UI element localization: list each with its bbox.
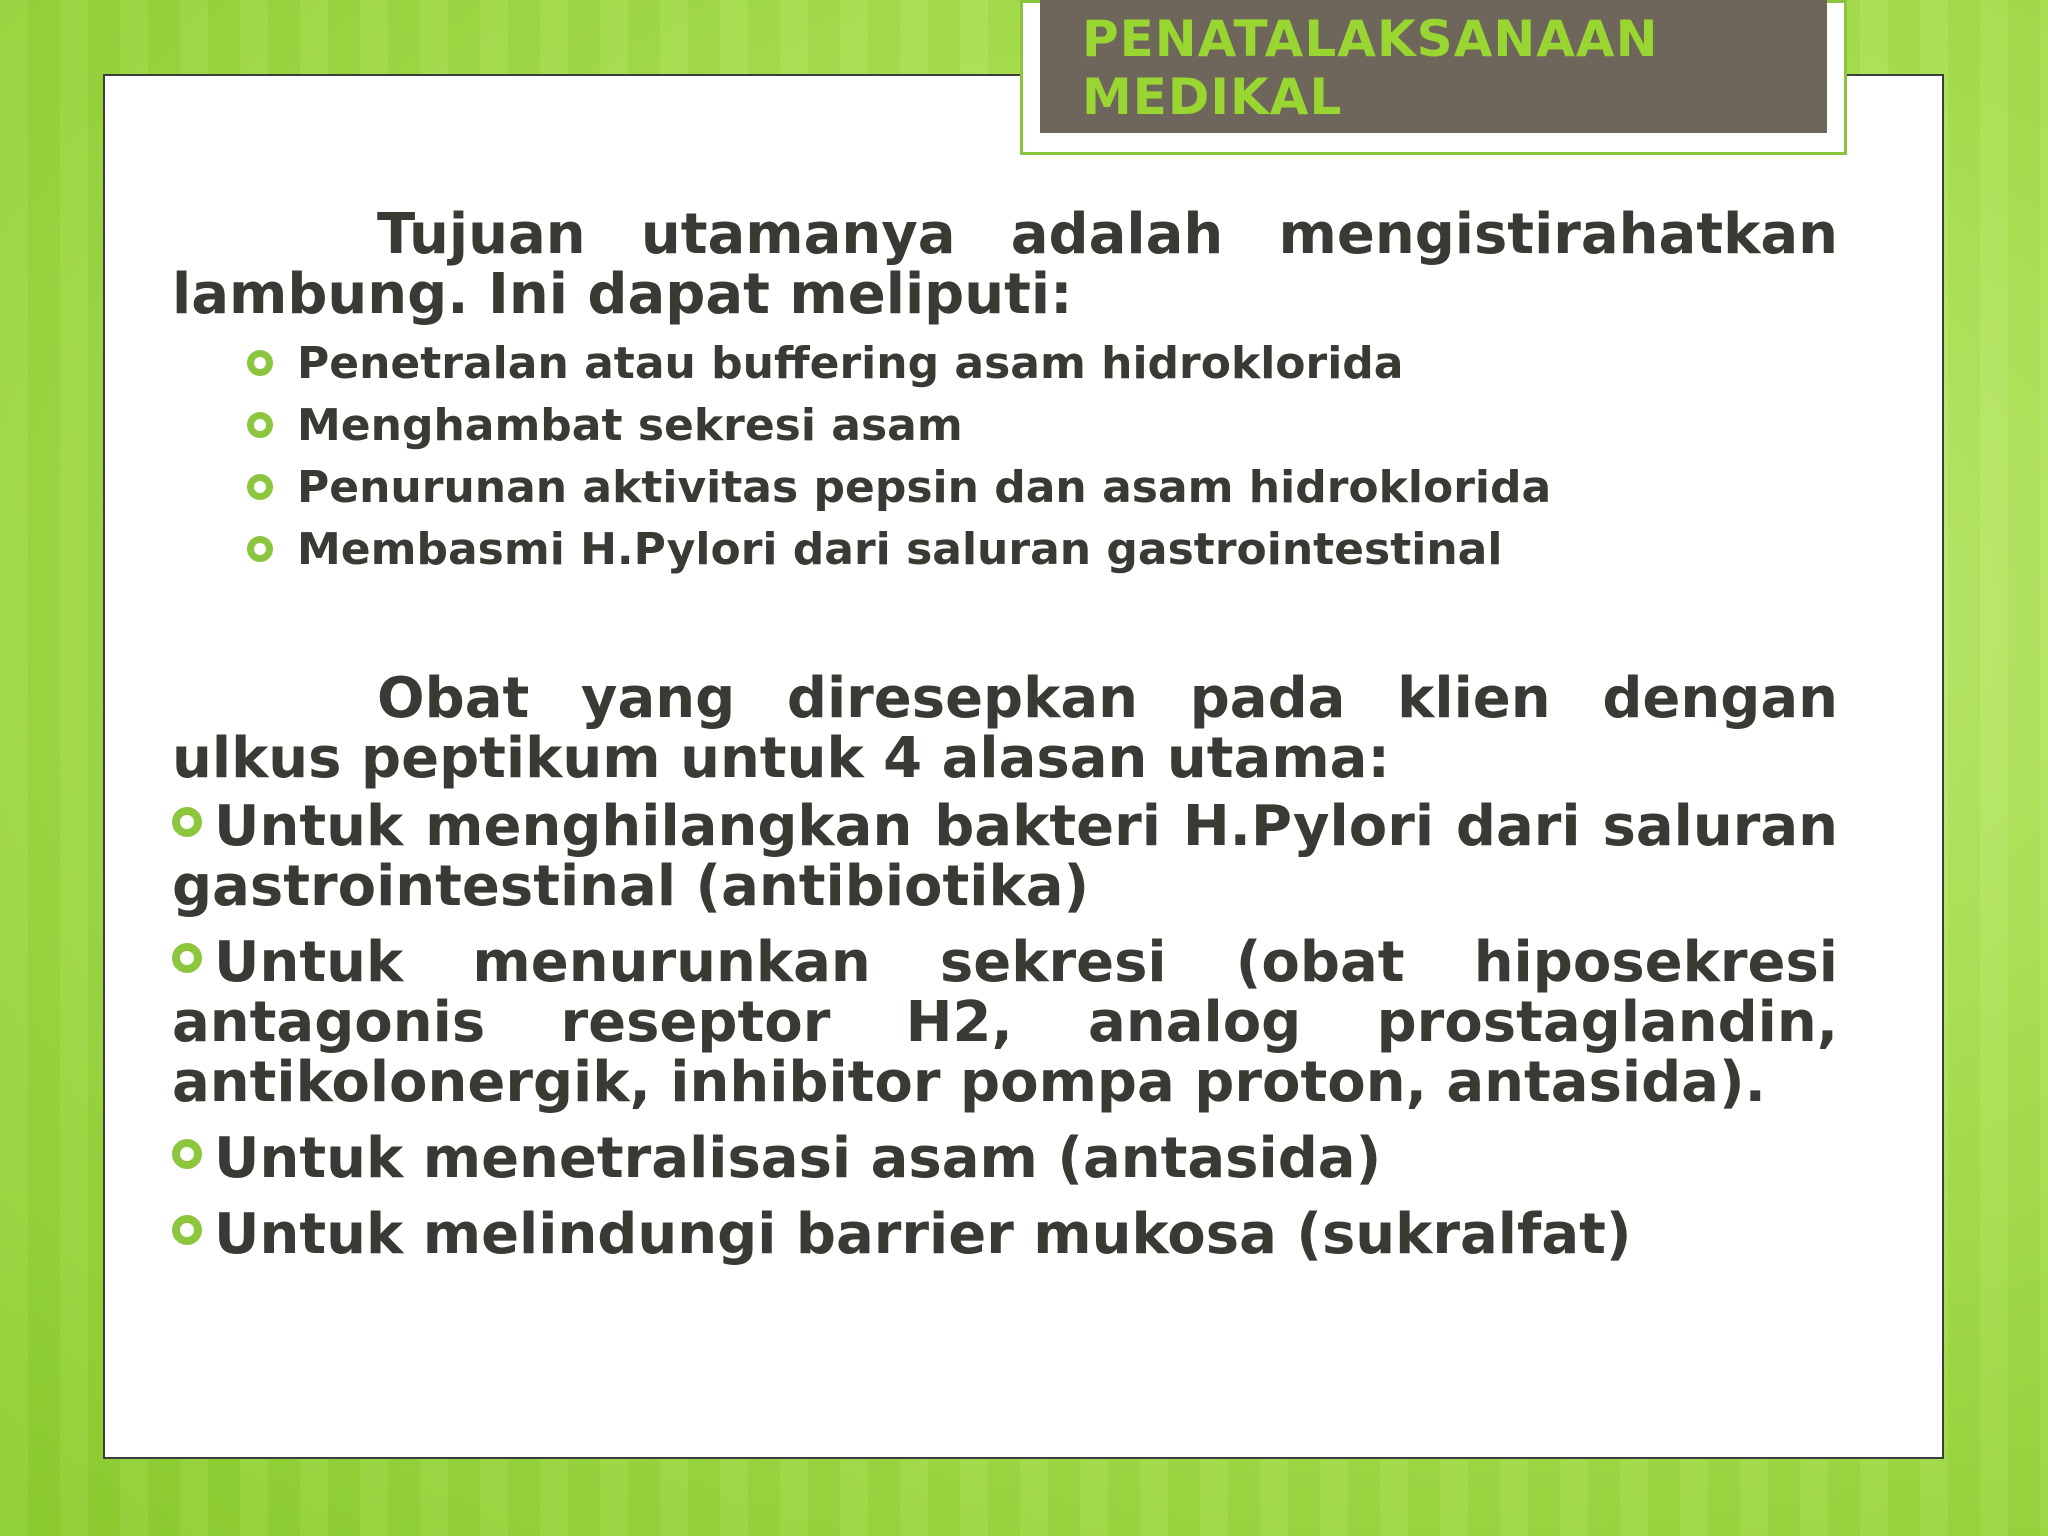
goals-list — [172, 333, 1838, 581]
reason-item — [172, 1126, 1838, 1191]
reason-item — [172, 930, 1838, 1115]
ring-bullet-icon — [247, 350, 273, 376]
ring-bullet-icon — [172, 1215, 202, 1245]
goal-item — [247, 457, 1838, 519]
reason-item — [172, 1202, 1838, 1267]
reason-item-text: Untuk menurunkan sekresi (obat hiposekresi antagonis reseptor H2, analog prostaglandin, antikolonergik, inhibitor pompa proton, antasida). — [172, 930, 1838, 1115]
goal-item — [247, 519, 1838, 581]
goal-item-text: Penetralan atau buffering asam hidroklorida — [297, 338, 1404, 389]
ring-bullet-icon — [172, 807, 202, 837]
reasons-list — [172, 794, 1838, 1267]
reason-item — [172, 794, 1838, 919]
slide-title-line-1: PENATALAKSANAAN — [1082, 10, 1659, 68]
reason-item-text: Untuk menetralisasi asam (antasida) — [214, 1126, 1382, 1191]
goal-item-text: Penurunan aktivitas pepsin dan asam hidroklorida — [297, 462, 1552, 513]
slide-title-line-2: MEDIKAL — [1082, 68, 1343, 126]
ring-bullet-icon — [247, 474, 273, 500]
ring-bullet-icon — [247, 536, 273, 562]
slide-title — [1082, 10, 1802, 126]
title-box — [1040, 0, 1827, 133]
goal-item-text: Menghambat sekresi asam — [297, 400, 963, 451]
reason-item-text: Untuk menghilangkan bakteri H.Pylori dari saluran gastrointestinal (antibiotika) — [172, 794, 1838, 919]
ring-bullet-icon — [172, 943, 202, 973]
intro-paragraph: Tujuan utamanya adalah mengistirahatkan lambung. Ini dapat meliputi: — [172, 202, 1838, 327]
goal-item — [247, 395, 1838, 457]
slide-body — [172, 202, 1838, 1281]
reason-item-text: Untuk melindungi barrier mukosa (sukralfat) — [214, 1202, 1632, 1267]
goal-item-text: Membasmi H.Pylori dari saluran gastrointestinal — [297, 524, 1503, 575]
drugs-intro-paragraph: Obat yang diresepkan pada klien dengan ulkus peptikum untuk 4 alasan utama: — [172, 666, 1838, 791]
ring-bullet-icon — [172, 1139, 202, 1169]
goal-item — [247, 333, 1838, 395]
ring-bullet-icon — [247, 412, 273, 438]
